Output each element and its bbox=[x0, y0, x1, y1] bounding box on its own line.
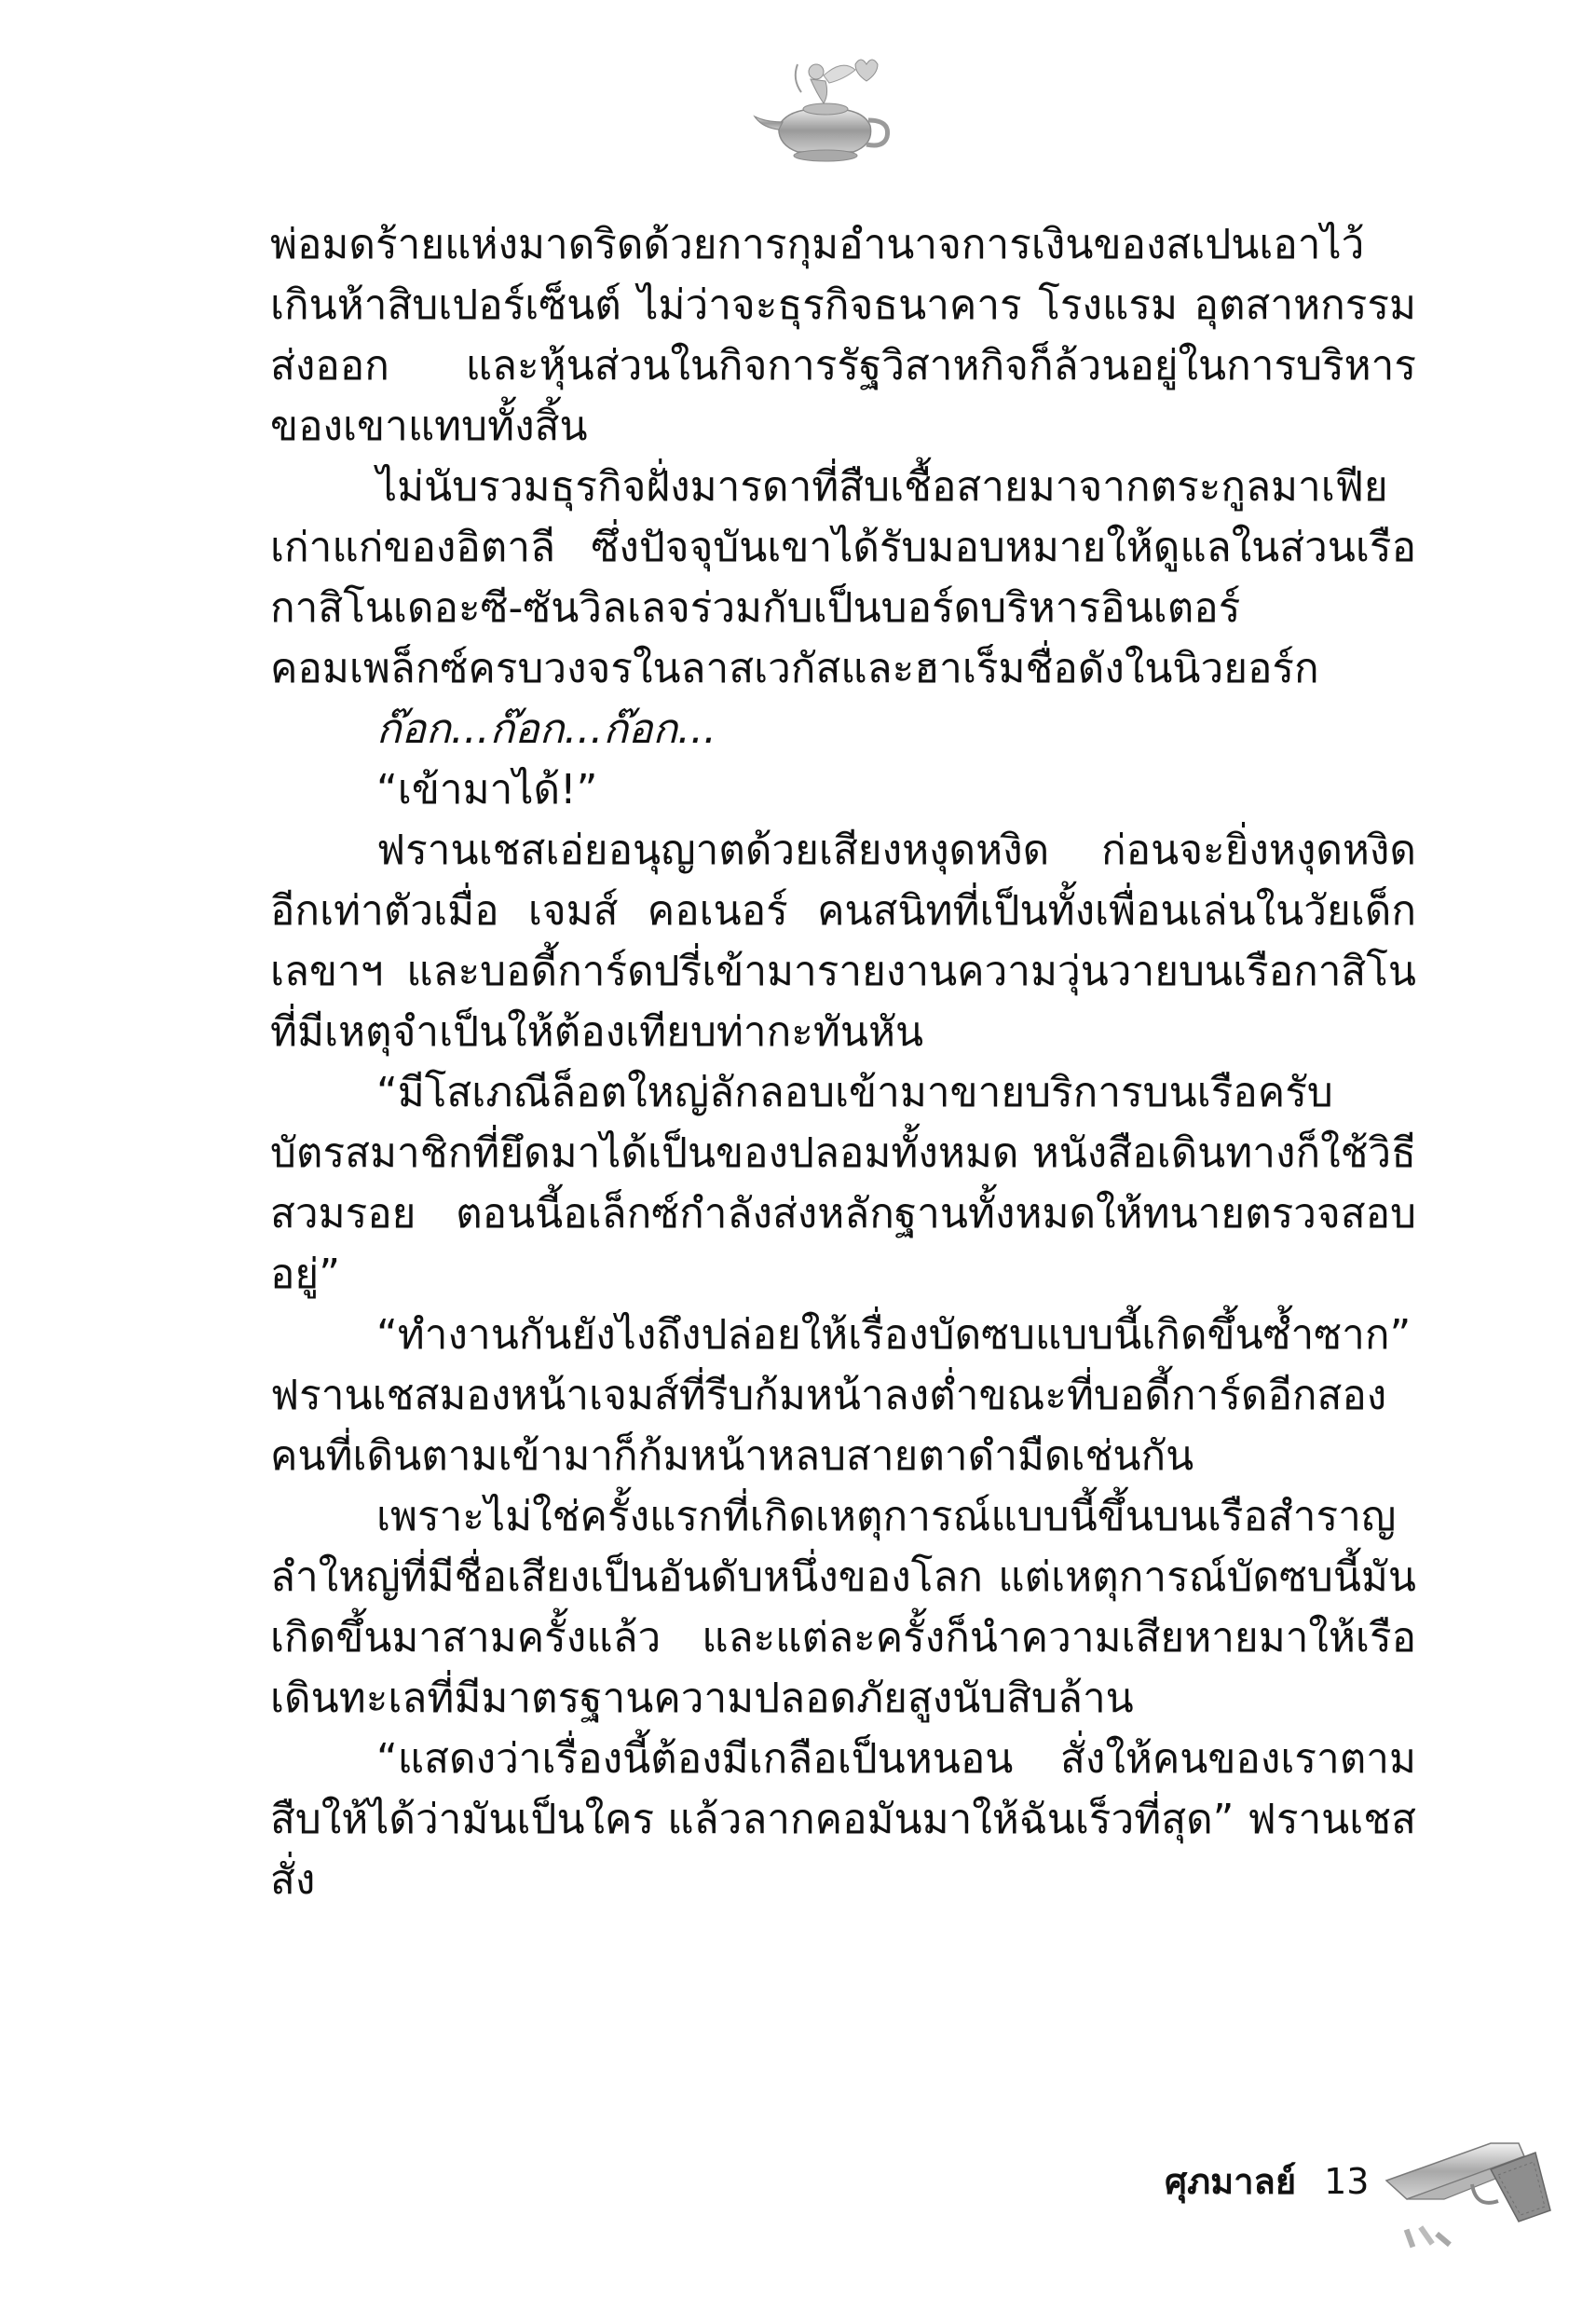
page-number: 13 bbox=[1324, 2160, 1370, 2202]
paragraph-5: ฟรานเชสเอ่ยอนุญาตด้วยเสียงหงุดหงิด ก่อนจะยิ่งหงุดหงิดอีกเท่าตัวเมื่อ เจมส์ คอเนอร์ คนสนิทที่เป็นทั้งเพื่อนเล่นในวัยเด็ก เลขาฯ และบอดี้การ์ดปรี่เข้ามารายงานความวุ่นวายบนเรือกาสิโนที่มีเหตุจำเป็นให้ต้องเทียบท่ากะทันหัน bbox=[270, 827, 1416, 1056]
paragraph-1: พ่อมดร้ายแห่งมาดริดด้วยการกุมอำนาจการเงินของสเปนเอาไว้เกินห้าสิบเปอร์เซ็นต์ ไม่ว่าจะธุรกิจธนาคาร โรงแรม อุตสาหกรรมส่งออก และหุ้นส่วนในกิจการรัฐวิสาหกิจก็ล้วนอยู่ในการบริหารของเขาแทบทั้งสิ้น bbox=[270, 221, 1416, 450]
paragraph-2: ไม่นับรวมธุรกิจฝั่งมารดาที่สืบเชื้อสายมาจากตระกูลมาเฟียเก่าแก่ของอิตาลี ซึ่งปัจจุบันเขาได้รับมอบหมายให้ดูแลในส่วนเรือกาสิโนเดอะซี-ซันวิลเลจร่วมกับเป็นบอร์ดบริหารอินเตอร์คอมเพล็กซ์ครบวงจรในลาสเวกัสและฮาเร็มชื่อดังในนิวยอร์ก bbox=[270, 463, 1416, 692]
paragraph-6: “มีโสเภณีล็อตใหญ่ลักลอบเข้ามาขายบริการบนเรือครับ บัตรสมาชิกที่ยึดมาได้เป็นของปลอมทั้งหมด หนังสือเดินทางก็ใช้วิธีสวมรอย ตอนนี้อเล็กซ์กำลังส่งหลักฐานทั้งหมดให้ทนายตรวจสอบอยู่” bbox=[270, 1069, 1416, 1298]
author-name: ศุภมาลย์ bbox=[1165, 2161, 1297, 2202]
story-text-body bbox=[270, 214, 1416, 1910]
cupid-teapot-ornament-icon bbox=[751, 51, 900, 168]
dialogue-come-in: “เข้ามาได้!” bbox=[376, 766, 598, 814]
pistol-ornament-icon bbox=[1379, 2125, 1556, 2255]
page-footer bbox=[1165, 2153, 1369, 2209]
paragraph-9: “แสดงว่าเรื่องนี้ต้องมีเกลือเป็นหนอน สั่งให้คนของเราตามสืบให้ได้ว่ามันเป็นใคร แล้วลากคอมันมาให้ฉันเร็วที่สุด” ฟรานเชสสั่ง bbox=[270, 1735, 1416, 1904]
knocking-sound-line: ก๊อก...ก๊อก...ก๊อก... bbox=[376, 705, 716, 753]
paragraph-7: “ทำงานกันยังไงถึงปล่อยให้เรื่องบัดซบแบบนี้เกิดขึ้นซ้ำซาก” ฟรานเชสมองหน้าเจมส์ที่รีบก้มหน้าลงต่ำขณะที่บอดี้การ์ดอีกสองคนที่เดินตามเข้ามาก็ก้มหน้าหลบสายตาดำมืดเช่นกัน bbox=[270, 1311, 1412, 1480]
paragraph-8: เพราะไม่ใช่ครั้งแรกที่เกิดเหตุการณ์แบบนี้ขึ้นบนเรือสำราญลำใหญ่ที่มีชื่อเสียงเป็นอันดับหนึ่งของโลก แต่เหตุการณ์บัดซบนี้มันเกิดขึ้นมาสามครั้งแล้ว และแต่ละครั้งก็นำความเสียหายมาให้เรือเดินทะเลที่มีมาตรฐานความปลอดภัยสูงนับสิบล้าน bbox=[270, 1493, 1416, 1722]
